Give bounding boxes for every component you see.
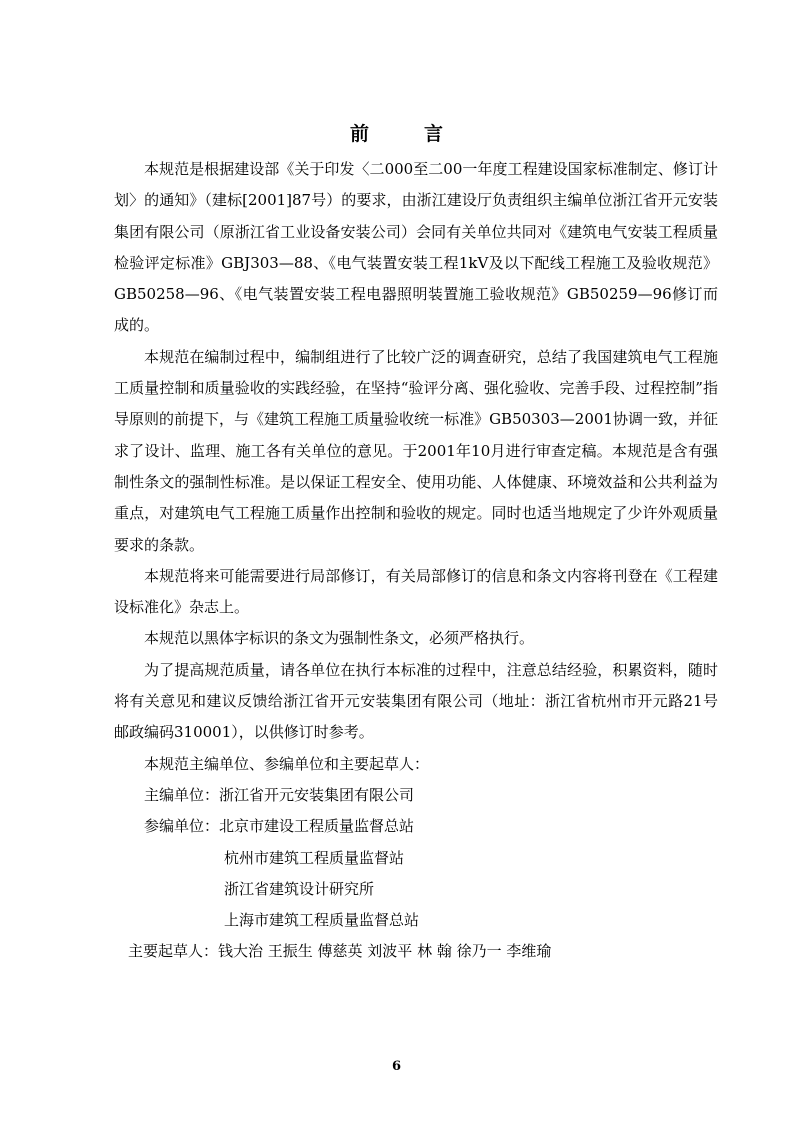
participating-unit: 杭州市建筑工程质量监督站 — [224, 848, 405, 867]
paragraph-feedback: 为了提高规范质量，请各单位在执行本标准的过程中，注意总结经验，积累资料，随时将有关意见和建议反馈给浙江省开元安装集团有限公司（地址：浙江省杭州市开元路21号邮政编码310001），以供修订时参考。 — [114, 660, 718, 742]
paragraph-mandatory-clauses: 本规范以黑体字标识的条文为强制性条文，必须严格执行。 — [144, 629, 535, 648]
page-title: 前 言 — [349, 123, 461, 145]
units-intro: 本规范主编单位、参编单位和主要起草人： — [144, 754, 430, 773]
paragraph-compilation: 本规范在编制过程中，编制组进行了比较广泛的调查研究，总结了我国建筑电气工程施工质量控制和质量验收的实践经验，在坚持“验评分离、强化验收、完善手段、过程控制”指导原则的前提下，与《建筑工程施工质量验收统一标准》GB50303—2001协调一致，并征求了设计、监理、施工各有关单位的意见。于2001年10月进行审查定稿。本规范是含有强制性条文的强制性标准。是以保证工程安全、使用功能、人体健康、环境效益和公共利益为重点，对建筑电气工程施工质量作出控制和验收的规定。同时也适当地规定了少许外观质量要求的条款。 — [114, 347, 718, 554]
chief-unit: 主编单位：浙江省开元安装集团有限公司 — [144, 785, 415, 804]
main-drafters: 主要起草人：钱大治 王振生 傅慈英 刘波平 林 翰 徐乃一 李维瑜 — [128, 942, 552, 961]
paragraph-origin: 本规范是根据建设部《关于印发〈二000至二00一年度工程建设国家标准制定、修订计划〉的通知》（建标[2001]87号）的要求，由浙江建设厅负责组织主编单位浙江省开元安装集团有限公司（原浙江省工业设备安装公司）会同有关单位共同对《建筑电气安装工程质量检验评定标准》GBJ303—88、《电气装置安装工程1kV及以下配线工程施工及验收规范》GB50258—96、《电气装置安装工程电器照明装置施工验收规范》GB50259—96修订而成的。 — [114, 160, 718, 335]
participating-unit: 浙江省建筑设计研究所 — [224, 879, 375, 898]
page-number: 6 — [391, 1059, 402, 1074]
paragraph-revision-notice: 本规范将来可能需要进行局部修订，有关局部修订的信息和条文内容将刊登在《工程建设标准化》杂志上。 — [114, 566, 718, 617]
participating-unit-first: 参编单位：北京市建设工程质量监督总站 — [144, 817, 415, 836]
participating-unit: 上海市建筑工程质量监督总站 — [224, 911, 420, 930]
foreword-body — [114, 154, 718, 968]
